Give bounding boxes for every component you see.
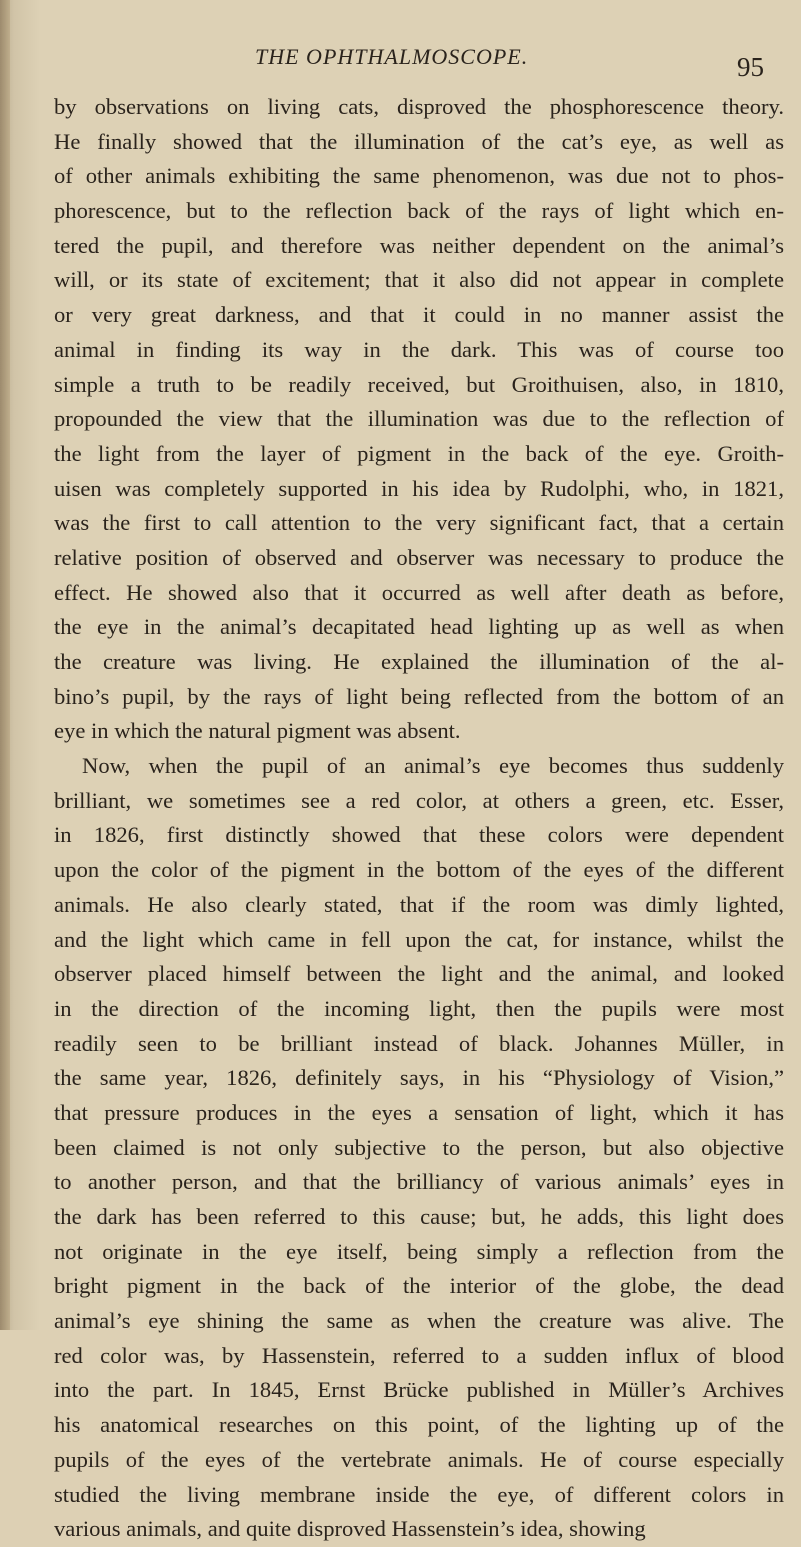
text-line: the light from the layer of pigment in the back of the eye. Groith- <box>54 440 784 466</box>
text-line: will, or its state of excitement; that it also did not appear in complete <box>54 267 784 293</box>
text-line: the same year, 1826, definitely says, in his “Physiology of Vision,” <box>54 1065 784 1091</box>
text-line: tered the pupil, and therefore was neither dependent on the animal’s <box>54 232 784 258</box>
text-line: uisen was completely supported in his idea by Rudolphi, who, in 1821, <box>54 475 784 501</box>
text-line: various animals, and quite disproved Hassenstein’s idea, showing <box>54 1516 646 1542</box>
text-line: readily seen to be brilliant instead of black. Johannes Müller, in <box>54 1030 784 1056</box>
body-text <box>54 90 784 1547</box>
text-line: relative position of observed and observer was necessary to produce the <box>54 544 784 570</box>
text-line: bino’s pupil, by the rays of light being reflected from the bottom of an <box>54 683 784 709</box>
running-head: THE OPHTHALMOSCOPE. <box>255 44 529 69</box>
text-line: the creature was living. He explained the illumination of the al- <box>54 649 784 674</box>
text-line: by observations on living cats, disproved the phosphorescence theory. <box>54 94 784 119</box>
text-line: studied the living membrane inside the eye, of different colors in <box>54 1481 784 1507</box>
text-line: to another person, and that the brilliancy of various animals’ eyes in <box>54 1169 784 1195</box>
page-number: 95 <box>737 52 764 82</box>
text-line: of other animals exhibiting the same phenomenon, was due not to phos- <box>54 163 784 189</box>
text-line: animal’s eye shining the same as when the creature was alive. The <box>54 1308 784 1334</box>
text-line: the dark has been referred to this cause; but, he adds, this light does <box>54 1204 784 1229</box>
text-line: effect. He showed also that it occurred as well after death as before, <box>54 579 784 605</box>
text-line: was the first to call attention to the very significant fact, that a certain <box>54 510 784 536</box>
text-line: or very great darkness, and that it could in no manner assist the <box>54 302 784 328</box>
text-line: Now, when the pupil of an animal’s eye becomes thus suddenly <box>82 753 784 779</box>
text-line: phorescence, but to the reflection back of the rays of light which en- <box>54 198 784 224</box>
text-line: upon the color of the pigment in the bottom of the eyes of the different <box>54 857 784 883</box>
text-line: in the direction of the incoming light, then the pupils were most <box>54 995 784 1021</box>
text-line: He finally showed that the illumination of the cat’s eye, as well as <box>54 128 784 154</box>
text-line: red color was, by Hassenstein, referred to a sudden influx of blood <box>54 1342 784 1368</box>
text-line: not originate in the eye itself, being simply a reflection from the <box>54 1238 784 1264</box>
text-line: been claimed is not only subjective to the person, but also objective <box>54 1134 784 1160</box>
text-line: that pressure produces in the eyes a sensation of light, which it has <box>54 1099 784 1125</box>
text-line: bright pigment in the back of the interior of the globe, the dead <box>54 1273 784 1299</box>
text-line: into the part. In 1845, Ernst Brücke published in Müller’s Archives <box>54 1377 784 1403</box>
text-line: animals. He also clearly stated, that if the room was dimly lighted, <box>54 891 784 917</box>
text-line: eye in which the natural pigment was absent. <box>54 718 461 744</box>
text-line: in 1826, first distinctly showed that these colors were dependent <box>54 822 784 848</box>
text-line: propounded the view that the illumination was due to the reflection of <box>54 406 784 432</box>
text-line: and the light which came in fell upon the cat, for instance, whilst the <box>54 926 784 952</box>
text-line: observer placed himself between the light and the animal, and looked <box>54 961 784 987</box>
text-line: the eye in the animal’s decapitated head lighting up as well as when <box>54 614 784 640</box>
text-line: animal in finding its way in the dark. This was of course too <box>54 336 784 362</box>
text-line: his anatomical researches on this point, of the lighting up of the <box>54 1412 784 1438</box>
text-line: simple a truth to be readily received, but Groithuisen, also, in 1810, <box>54 371 784 397</box>
page-gutter-shadow <box>0 0 10 1330</box>
text-line: brilliant, we sometimes see a red color, at others a green, etc. Esser, <box>54 787 784 813</box>
text-line: pupils of the eyes of the vertebrate animals. He of course especially <box>54 1446 784 1472</box>
